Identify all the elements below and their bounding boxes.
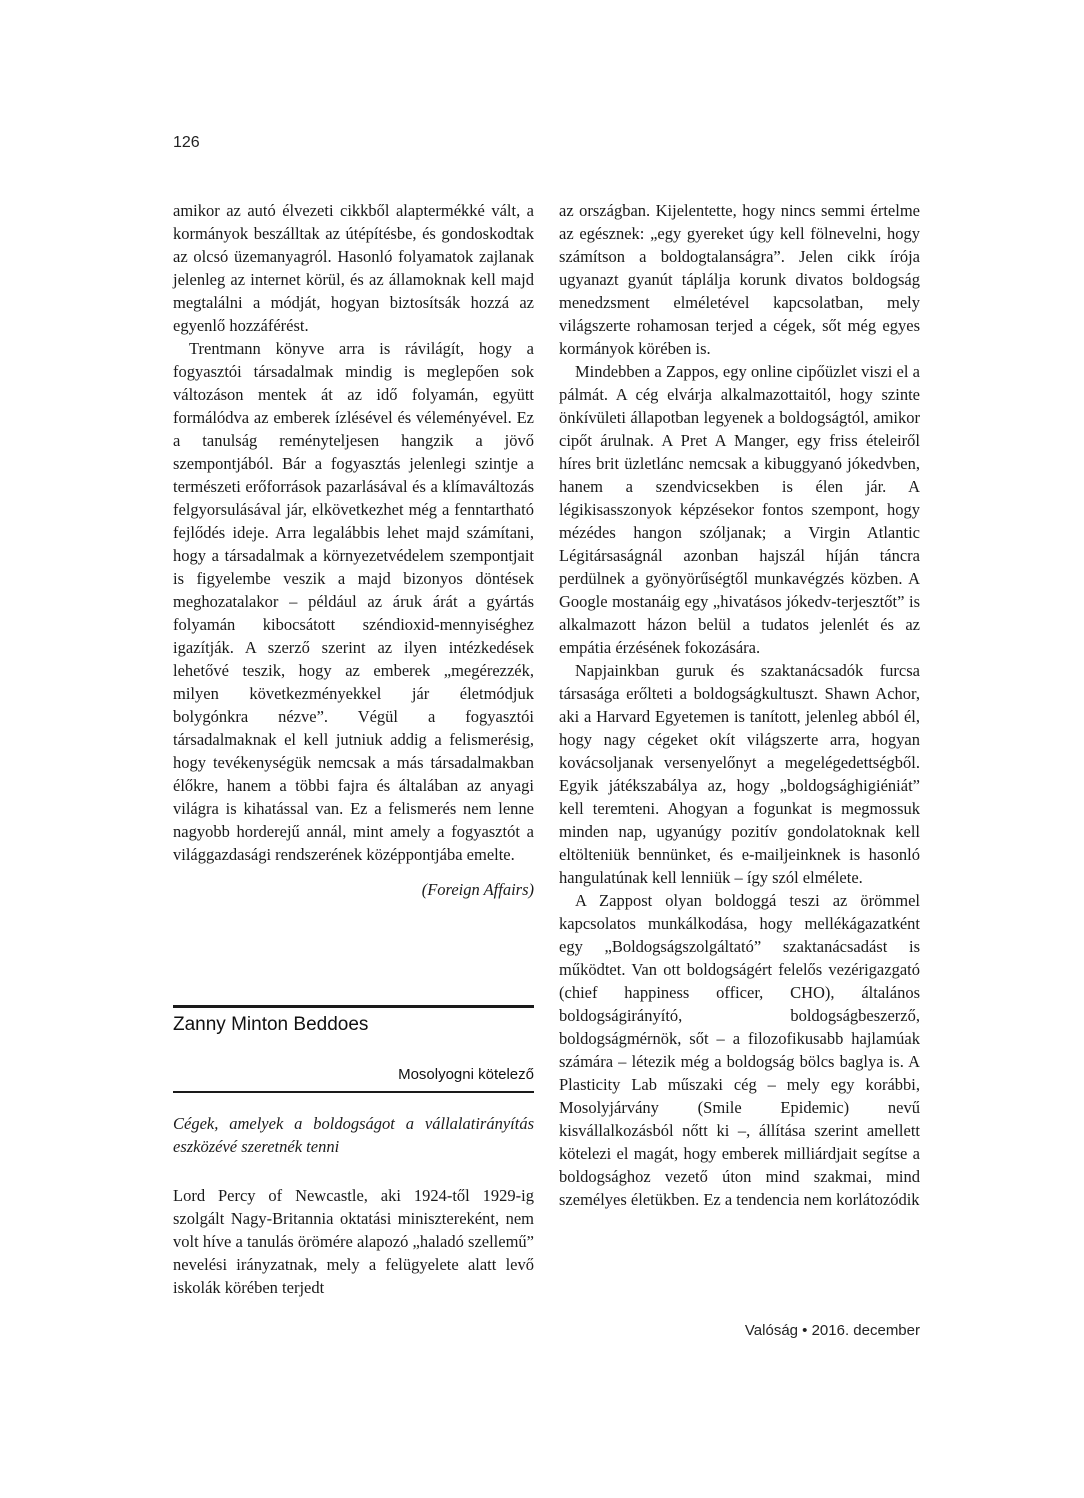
page-footer: Valóság • 2016. december <box>744 1322 920 1339</box>
paragraph: amikor az autó élvezeti cikkből alaptermékké vált, a kormányok beszálltak az útépítésbe, és gondoskodtak az olcsó üzemanyagról. Hasonló folyamatok zajlanak jelenleg az internet körül, és az államoknak kell majd megtalálni a módját, hogyan biztosítsák hozzá az egyenlő hozzáférést. <box>173 201 534 335</box>
left-column <box>173 199 534 901</box>
article-title: Mosolyogni kötelező <box>398 1066 534 1083</box>
source-attribution: (Foreign Affairs) <box>421 880 534 899</box>
paragraph: A Zappost olyan boldoggá teszi az örömmel kapcsolatos munkálkodása, hogy mellékágazatként egy „Boldogságszolgáltató” szaktanácsadást is működtet. Van ott boldogságért felelős vezérigazgató (chief happiness officer, CHO), általános boldogságirányító, boldogságbeszerző, boldogságmérnök, sőt – a filozofikusabb hajlamúak számára – létezik még a boldogság bölcs baglya is. A Plasticity Lab műszaki cég – mely egy korábbi, Mosolyjárvány (Smile Epidemic) nevű kisvállalkozásból nőtt ki –, állítása szerint amellett kötelezi el magát, hogy emberek milliárdjait segítse a boldogsághoz vezető úton mind szakmai, mind személyes életükben. Ez a tendencia nem korlátozódik <box>559 891 920 1209</box>
page-number: 126 <box>173 134 200 151</box>
paragraph: Trentmann könyve arra is rávilágít, hogy a fogyasztói társadalmak mindig is meglepően sok változáson mentek át az idő folyamán, együtt formálódva az emberek ízlésével és véleményével. Ez a tanulság reményteljesen hangzik a jövő szempontjából. Bár a fogyasztás jelenlegi szintje a természeti erőforrások pazarlásával és a klímaváltozás felgyorsulásával jár, elkövetkezhet még a fenntartható fejlődés ideje. Arra legalábbis lehet majd számítani, hogy a társadalmak a környezetvédelem szempontjait is figyelembe veszik a majd bizonyos döntések meghozatalakor – például az áruk árát a gyártás folyamán kibocsátott széndioxid-mennyiséghez igazítják. A szerző szerint az ilyen intézkedések lehetővé teszik, hogy az emberek „megérezzék, milyen következményekkel jár életmódjuk bolygónkra nézve”. Végül a fogyasztói társadalmaknak el kell jutniuk addig a felismerésig, hogy tevékenységük nemcsak a más társadalmakban élőkre, hanem a többi fajra és általában az anyagi világra is kihatással van. Ez a felismerés nem lenne nagyobb horderejű annál, mint amely a fogyasztót a világgazdasági rendszerének középpontjába emelte. <box>173 339 534 864</box>
article-divider-top <box>173 1005 534 1008</box>
paragraph: az országban. Kijelentette, hogy nincs semmi értelme az egésznek: „egy gyereket úgy kell fölnevelni, hogy számítson a boldogtalanságra”. Jelen cikk írója ugyanazt gyanút táplálja korunk divatos boldogság menedzsment elméletével kapcsolatban, mely világszerte rohamosan terjed a cégek, sőt még egyes kormányok körében is. <box>559 201 920 358</box>
article-divider-bottom <box>173 1091 534 1093</box>
paragraph: Napjainkban guruk és szaktanácsadók furcsa társasága erőlteti a boldogságkultuszt. Shawn Achor, aki a Harvard Egyetemen is tanított, jelenleg abból él, hogy nagy cégeket okít világszerte arra, hogyan kovácsoljanak versenyelőnyt a megelégedettségből. Egyik játékszabálya az, hogy „boldogsághigiéniát” kell teremteni. Ahogyan a fogunkat is megmossuk minden nap, ugyanúgy pozitív gondolatoknak kell eltölteniük bennünket, és e-mailjeinknek is hasonló hangulatúnak kell lenniük – így szól elmélete. <box>559 661 920 887</box>
right-column <box>559 199 920 1211</box>
article-author: Zanny Minton Beddoes <box>173 1014 369 1035</box>
article-first-paragraph: Lord Percy of Newcastle, aki 1924-től 1929-ig szolgált Nagy-Britannia oktatási minisztereként, nem volt híve a tanulás örömére alapozó „haladó szellemű” nevelési irányzatnak, mely a felügyelete alatt levő iskolák körében terjedt <box>173 1186 534 1297</box>
article-lead: Cégek, amelyek a boldogságot a vállalatirányítás eszközévé szeretnék tenni <box>173 1114 534 1156</box>
paragraph: Mindebben a Zappos, egy online cipőüzlet viszi el a pálmát. A cég elvárja alkalmazottaitól, hogy szinte önkívületi állapotban legyenek a boldogságtól, amikor cipőt árulnak. A Pret A Manger, egy friss ételeiről híres brit üzletlánc nemcsak a kibuggyanó jókedvben, hanem a szendvicsekben is élen jár. A légikisasszonyok képzésekor fontos szempont, hogy mézédes hangon szóljanak; a Virgin Atlantic Légitársaságnál azonban hajszál híján táncra perdülnek a gyönyörűségtől munkavégzés közben. A Google mostanáig egy „hivatásos jókedv-terjesztőt” is alkalmazott házon belül a tudatos jelenlét és az empátia érzésének fokozására. <box>559 362 920 657</box>
